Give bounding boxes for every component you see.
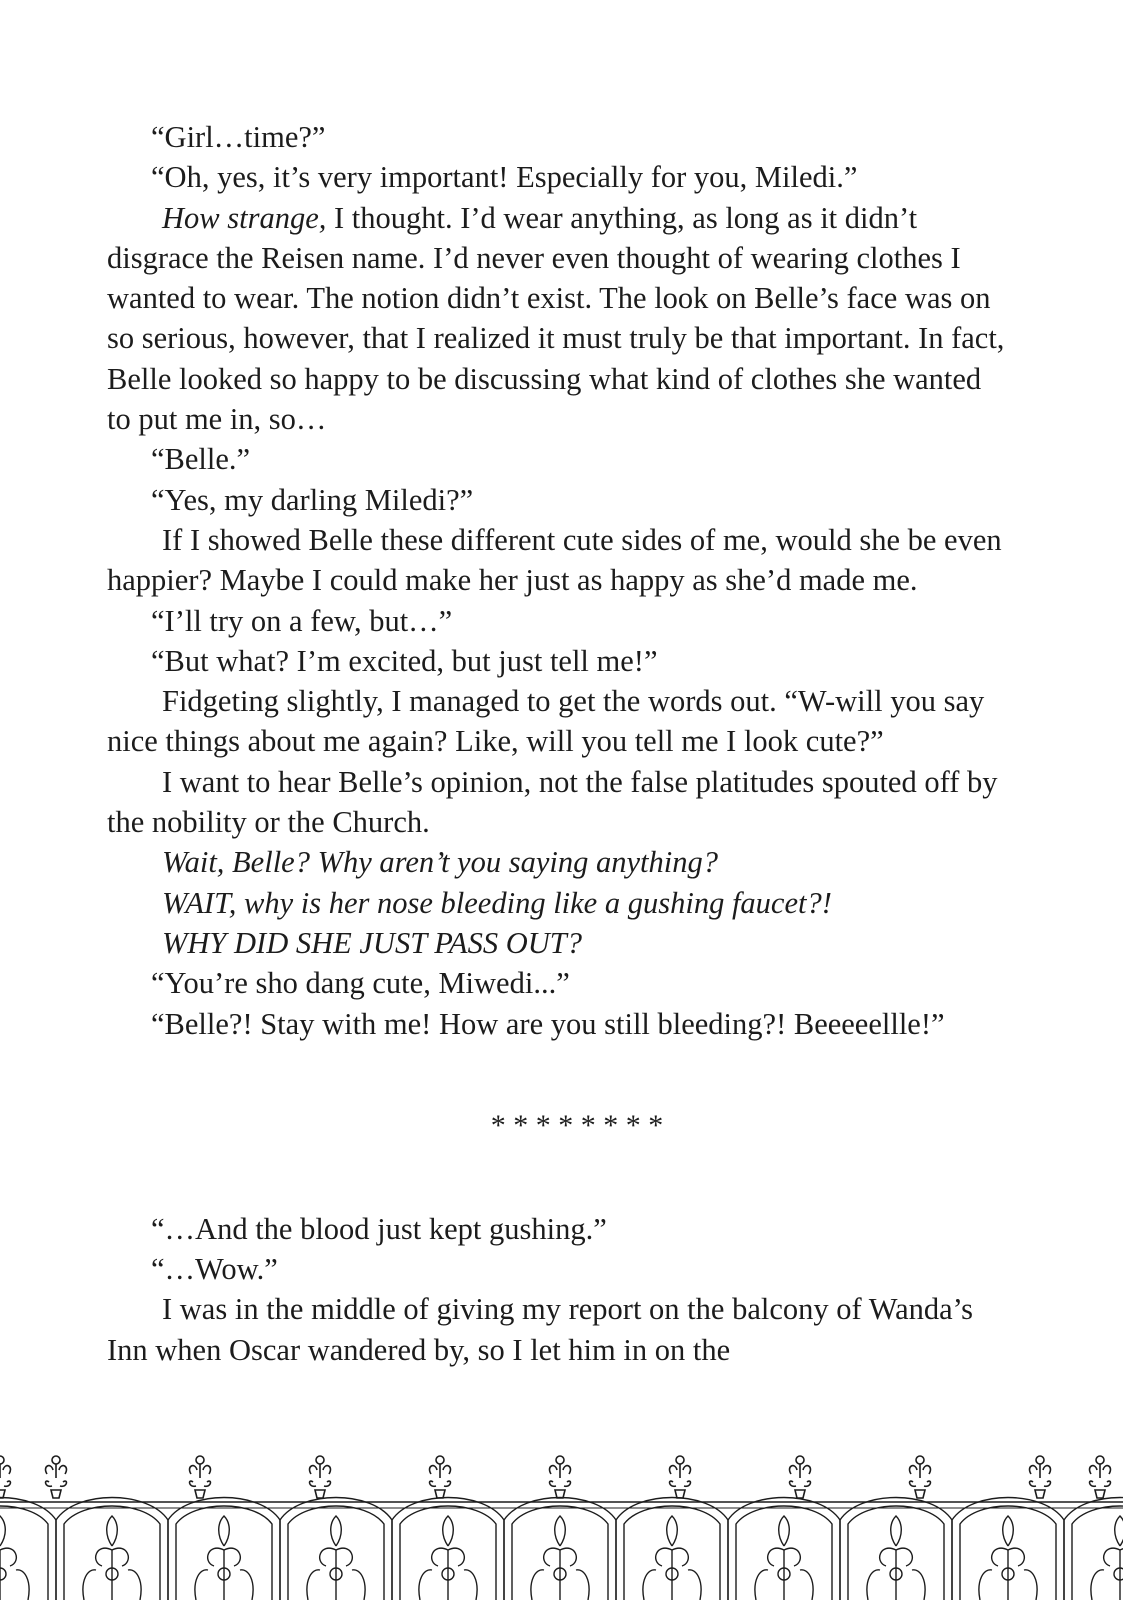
paragraph: WHY DID SHE JUST PASS OUT? bbox=[162, 925, 582, 960]
paragraph-group-bottom bbox=[107, 1209, 1007, 1370]
paragraph: “Belle.” bbox=[151, 442, 251, 477]
paragraph: I was in the middle of giving my report on the balcony of Wanda’s Inn when Oscar wandered by, so I let him in on the bbox=[107, 1292, 973, 1367]
paragraph: “Yes, my darling Miledi?” bbox=[151, 482, 474, 517]
paragraph bbox=[107, 198, 1007, 440]
body-text bbox=[107, 117, 1007, 1370]
paragraph-group-top bbox=[107, 117, 1007, 1044]
paragraph: WAIT, why is her nose bleeding like a gushing faucet?! bbox=[162, 885, 832, 920]
paragraph: “I’ll try on a few, but…” bbox=[151, 603, 453, 638]
paragraph: “…And the blood just kept gushing.” bbox=[151, 1211, 607, 1246]
paragraph: I want to hear Belle’s opinion, not the false platitudes spouted off by the nobility or the Church. bbox=[107, 764, 998, 840]
italic-phrase: How strange, bbox=[162, 200, 327, 235]
paragraph-text: I thought. I’d wear anything, as long as it didn’t disgrace the Reisen name. I’d never even thought of wearing clothes I wanted to wear. The notion didn’t exist. The look on Belle’s face was on so serious, however, that I realized it must truly be that important. In fact, Belle looked so happy to be discussing what kind of clothes she wanted to put me in, so… bbox=[107, 200, 1005, 437]
paragraph: “But what? I’m excited, but just tell me!” bbox=[151, 643, 658, 678]
paragraph: “…Wow.” bbox=[151, 1252, 278, 1287]
paragraph: “Belle?! Stay with me! How are you still bleeding?! Beeeeellle!” bbox=[151, 1006, 945, 1041]
paragraph: “You’re sho dang cute, Miwedi...” bbox=[151, 966, 570, 1001]
paragraph: “Oh, yes, it’s very important! Especially for you, Miledi.” bbox=[151, 160, 858, 195]
paragraph: Wait, Belle? Why aren’t you saying anything? bbox=[162, 845, 718, 880]
scene-break: * * * * * * * * bbox=[490, 1109, 664, 1143]
paragraph: Fidgeting slightly, I managed to get the words out. “W-will you say nice things about me again? Like, will you tell me I look cute?” bbox=[107, 684, 985, 759]
ornamental-fence-border-icon bbox=[0, 1450, 1123, 1600]
paragraph: If I showed Belle these different cute sides of me, would she be even happier? Maybe I could make her just as happy as she’d made me. bbox=[107, 522, 1002, 598]
paragraph: “Girl…time?” bbox=[151, 120, 326, 154]
